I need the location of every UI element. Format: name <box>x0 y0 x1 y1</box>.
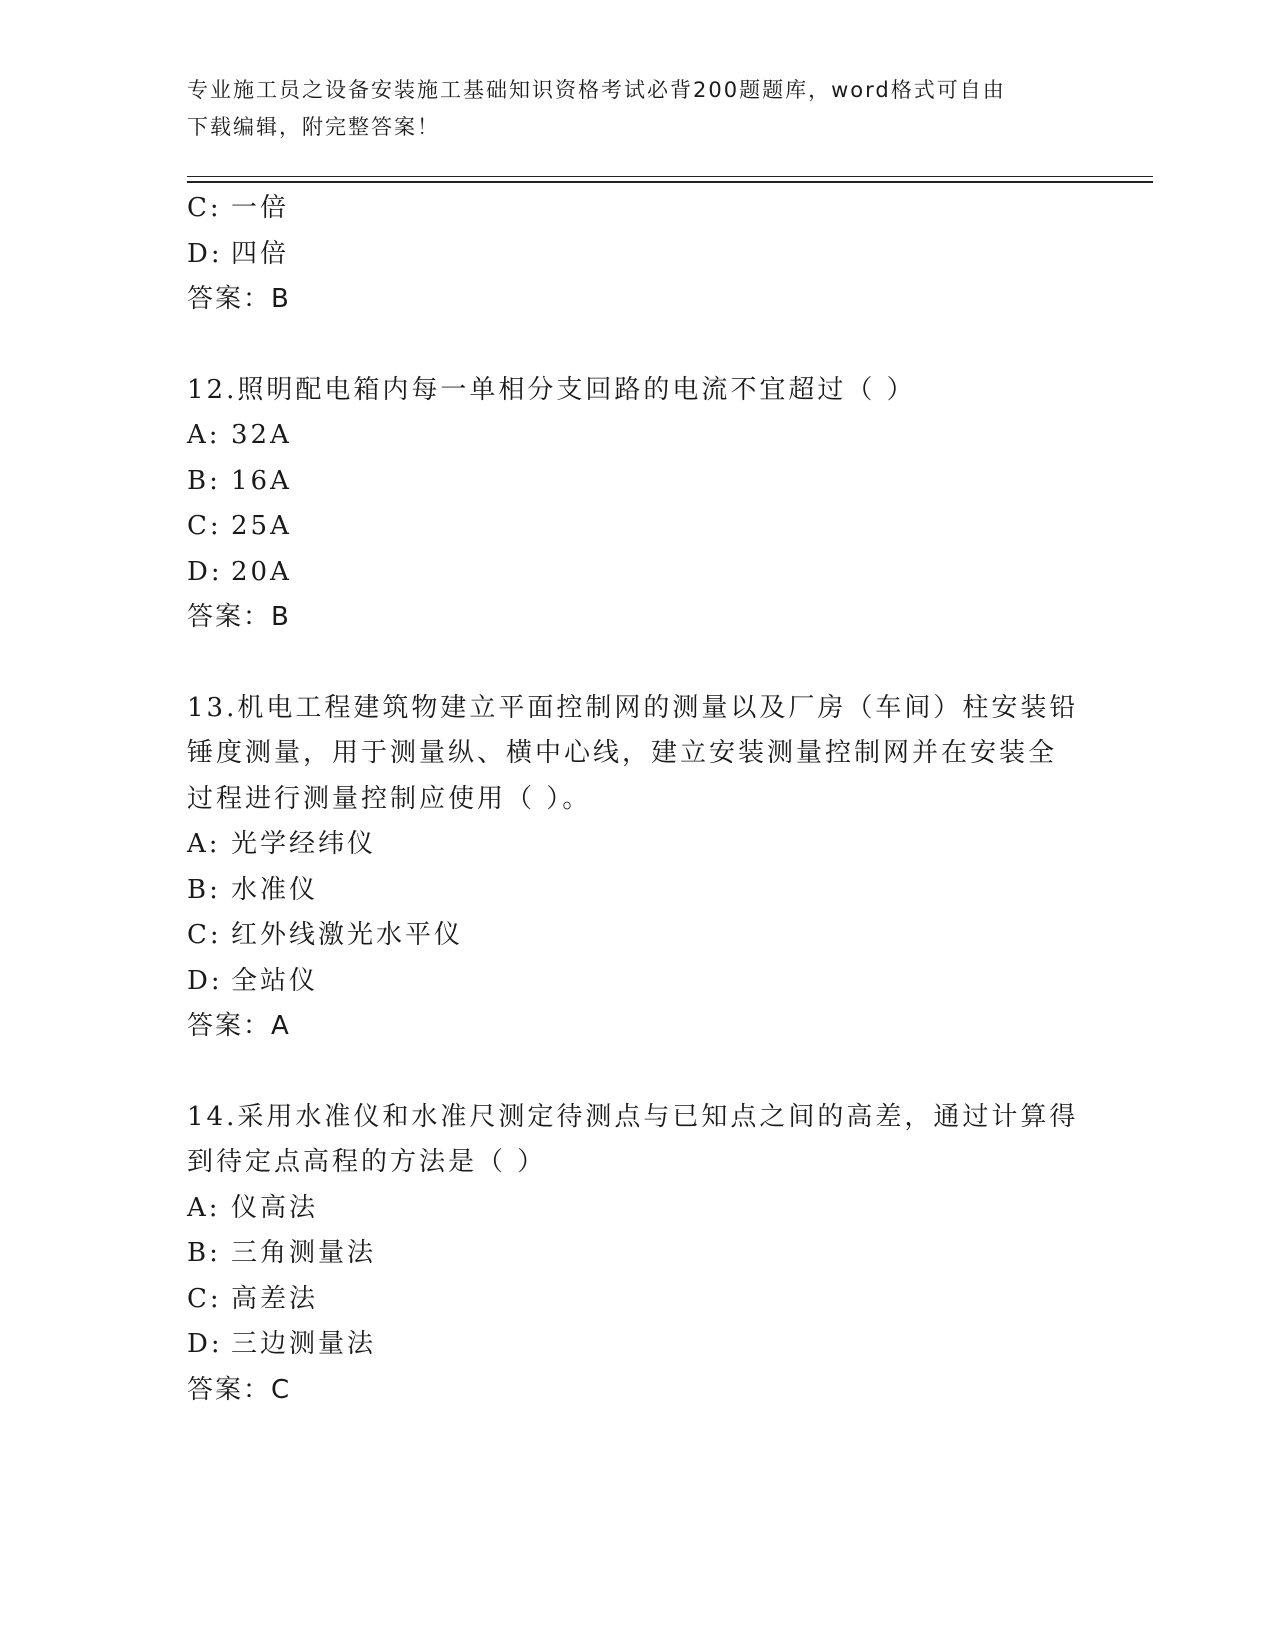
answer-line: 答案：B <box>187 602 291 632</box>
option-b: B: 三角测量法 <box>187 1238 377 1268</box>
option-d: D: 20A <box>187 556 292 587</box>
header-divider-thick <box>187 181 1153 183</box>
option-b: B: 水准仪 <box>187 874 319 905</box>
question-12 <box>187 368 1087 641</box>
header-line-1: 专业施工员之设备安装施工基础知识资格考试必背200题题库，word格式可自由 <box>187 78 1006 102</box>
question-stem-line-2: 锤度测量，用于测量纵、横中心线，建立安装测量控制网并在安装全 <box>187 738 1058 768</box>
option-d: D: 全站仪 <box>187 965 319 996</box>
header-divider-thin <box>187 176 1153 177</box>
question-13 <box>187 686 1087 1050</box>
option-c: C: 高差法 <box>187 1283 319 1314</box>
option-c: C: 一倍 <box>187 193 290 223</box>
option-d: D: 三边测量法 <box>187 1329 377 1359</box>
question-14 <box>187 1095 1087 1414</box>
document-header <box>187 72 1067 146</box>
question-stem-line-1: 13.机电工程建筑物建立平面控制网的测量以及厂房（车间）柱安装铅 <box>187 692 1079 723</box>
option-c: C: 红外线激光水平仪 <box>187 920 464 950</box>
question-list <box>187 186 1087 1413</box>
option-d: D: 四倍 <box>187 238 290 269</box>
option-a: A: 32A <box>187 420 292 450</box>
option-a: A: 仪高法 <box>187 1192 319 1223</box>
header-line-2: 下载编辑，附完整答案！ <box>187 115 440 139</box>
option-a: A: 光学经纬仪 <box>187 829 377 859</box>
answer-line: 答案：A <box>187 1011 291 1041</box>
option-b: B: 16A <box>187 465 292 496</box>
answer-line: 答案：C <box>187 1374 292 1405</box>
question-stem-line-3: 过程进行测量控制应使用（ ）。 <box>187 783 592 814</box>
question-11-tail <box>187 186 1087 323</box>
option-c: C: 25A <box>187 511 292 541</box>
question-stem: 12.照明配电箱内每一单相分支回路的电流不宜超过（ ） <box>187 374 916 405</box>
answer-line: 答案：B <box>187 284 291 314</box>
question-stem-line-1: 14.采用水准仪和水准尺测定待测点与已知点之间的高差，通过计算得 <box>187 1101 1079 1132</box>
question-stem-line-2: 到待定点高程的方法是（ ） <box>187 1147 547 1177</box>
